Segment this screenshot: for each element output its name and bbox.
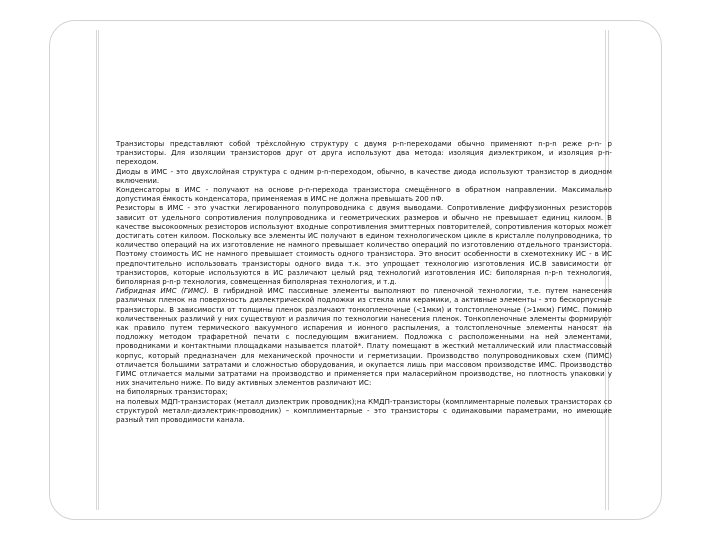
paragraph-capacitors: Конденсаторы в ИМС - получают на основе р-n-перехода транзистора смещённого в обратном направлении. Максимально допустимая ёмкость конденсатора, применяемая в ИМС не должна превышать 200 пФ. (116, 186, 612, 204)
paragraph-bipolar: на биполярных транзисторах; (116, 388, 228, 397)
left-line-2 (98, 30, 99, 510)
paragraph-field-effect: на полевых МДП-транзисторах (металл диэлектрик проводник);на КМДП-транзисторы (комплиментарные полевых транзисторах со структурой металл-диэлектрик-проводник) – комплиментарные - это транзисторы с одинаковыми параметрами, но имеющие разный тип проводимости канала. (116, 397, 612, 425)
body-text (116, 140, 612, 425)
paragraph-resistors: Резисторы в ИМС - это участки легированного полупроводника с двумя выводами. Сопротивление диффузионных резисторов зависит от удельного сопротивления полупроводника и геометрических размеров и обычно не превышает единиц килоом. В качестве высокоомных резисторов используют входные сопротивления эмиттерных повторителей, сопротивления которых может достигать сотен килоом. Поскольку все элементы ИС получают в едином технологическом цикле в кристалле полупроводника, то количество операций на их изготовление не намного превышает количество операций по изготовлению отдельного транзистора. Поэтому стоимость ИС не намного превышает стоимость одного транзистора. Это вносит особенности в схемотехнику ИС - в ИС предпочтительно использовать транзисторы одного вида т.к. это упрощает технологию изготовления ИС.В зависимости от транзисторов, которые используются в ИС различают целый ряд технологий изготовления ИС: биполярная n-р-n технология, биполярная р-n-р технология, совмещенная биполярная технология, и т.д. (116, 204, 612, 287)
paragraph-hybrid (116, 287, 612, 388)
hybrid-text: В гибридной ИМС пассивные элементы выполняют по пленочной технологии, т.е. путем нанесения различных пленок на поверхность диэлектрической подложки из стекла или керамики, а активные элементы - это бескорпусные транзисторы. В зависимости от толщины пленок различают тонкопленочные (<1мкм) и толстопленочные (>1мкм) ГИМС. Помимо количественных различий у них существуют и различия по технологии нанесения пленок. Тонкопленочные элементы формируют как правило путем термического вакуумного испарения и ионного распыления, а толстопленочные элементы наносят на подложку методом трафаретной печати с последующим вжиганием. Подложка с расположенными на ней элементами, проводниками и контактными площадками называется платой*. Плату помещают в жесткий металлический или пластмассовый корпус, который предназначен для механической прочности и герметизации. Производство полупроводниковых схем (ПИМС) отличается большими затратами и сложностью оборудования, и окупается лишь при массовом производстве ИМС. Производство ГИМС отличается малыми затратами на производство и применяется при маласерийном производстве, но плотность упаковки у них значительно ниже. По виду активных элементов различают ИС: (116, 287, 612, 388)
left-line-1 (96, 30, 97, 510)
paragraph-diodes: Диоды в ИМС - это двухслойная структура с одним р-n-переходом, обычно, в качестве диода используют транзистор в диодном включении. (116, 167, 612, 185)
hybrid-term: Гибридная ИМС (ГИМС). (116, 287, 210, 296)
left-decorative-lines (96, 30, 99, 510)
paragraph-transistors: Транзисторы представляют собой трёхслойную структуру с двумя р-n-переходами обычно применяют n-р-n реже р-n- р транзисторы. Для изоляции транзисторов друг от друга используют два метода: изоляция диэлектриком, и изоляция р-n-переходом. (116, 140, 612, 167)
